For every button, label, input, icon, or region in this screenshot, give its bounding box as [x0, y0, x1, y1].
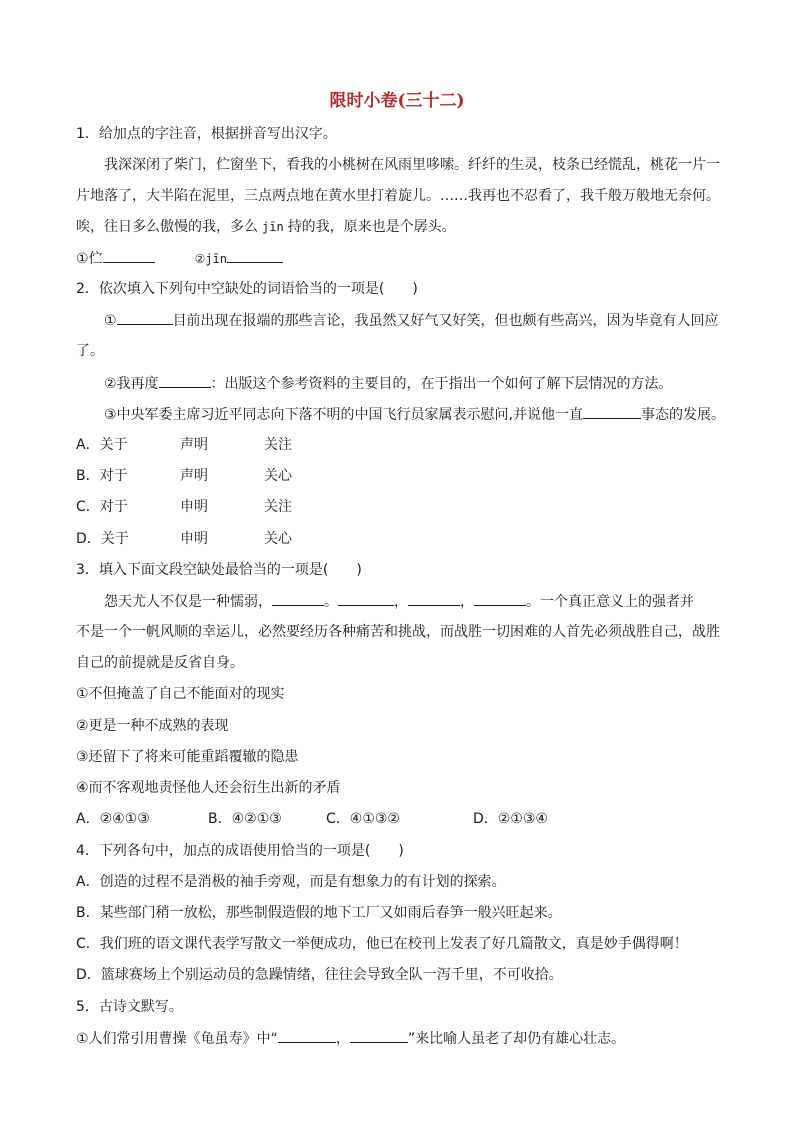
- q2-s2-text-b: ：出版这个参考资料的主要目的，在于指出一个如何了解下层情况的方法。: [210, 376, 673, 392]
- q2-stem: 2．依次填入下列句中空缺处的词语恰当的一项是( ): [76, 281, 418, 297]
- q1-answer-2-blank[interactable]: [227, 248, 283, 263]
- q1-passage-line-3: [76, 217, 456, 237]
- q2-blank-3[interactable]: [583, 404, 641, 419]
- q4-option-d[interactable]: D．篮球赛场上个别运动员的急躁情绪，往往会导致全队一泻千里，不可收拾。: [76, 967, 563, 983]
- q3-blank-1[interactable]: [272, 591, 324, 606]
- q1-answer-1-label: ①伫: [76, 251, 103, 267]
- q1-passage-line-1: 我深深闭了柴门，伫窗坐下，看我的小桃树在风雨里哆嗦。纤纤的生灵，枝条已经慌乱，桃花一片一: [104, 157, 720, 173]
- q3-passage-line-2: 不是一个一帆风顺的幸运儿，必然要经历各种痛苦和挑战，而战胜一切困难的人首先必须战胜自己，战胜: [76, 624, 720, 640]
- q5-s1-text-a: ①人们常引用曹操《龟虽寿》中“: [76, 1031, 278, 1047]
- q4-option-b[interactable]: B．某些部门稍一放松，那些制假造假的地下工厂又如雨后春笋一般兴旺起来。: [76, 905, 562, 921]
- q2-option-c-word-3: 关注: [264, 499, 292, 515]
- q3-p1-punct-1: 。: [324, 594, 338, 610]
- q5-blank-2[interactable]: [350, 1028, 408, 1043]
- q2-s2-text-a: ②我再度: [104, 376, 159, 392]
- q3-passage-line-3: 自己的前提就是反省自身。: [76, 655, 244, 671]
- q2-option-d-word-3: 关心: [264, 531, 292, 547]
- q3-p1-punct-3: ，: [460, 594, 474, 610]
- q3-item-1: ①不但掩盖了自己不能面对的现实: [76, 686, 285, 702]
- q2-s1-marker: ①: [104, 313, 117, 329]
- q2-option-d-word-1: D．关于: [76, 531, 129, 547]
- q3-option-a[interactable]: A．②④①③: [76, 811, 150, 827]
- page-title: 限时小卷(三十二): [329, 91, 465, 111]
- q2-option-a-word-2: 声明: [180, 437, 208, 453]
- q2-s3-text-b: 事态的发展。: [641, 407, 725, 423]
- q2-blank-1[interactable]: [117, 310, 173, 325]
- q1-stem: 1．给加点的字注音，根据拼音写出汉字。: [76, 126, 337, 142]
- q5-s1-punct: ，: [335, 1031, 350, 1047]
- q2-option-a-word-1: A．关于: [76, 437, 128, 453]
- q3-p1-text: 怨天尤人不仅是一种懦弱，: [104, 594, 272, 610]
- q3-blank-4[interactable]: [474, 591, 526, 606]
- q2-option-c-word-2: 申明: [180, 499, 208, 515]
- q4-option-c[interactable]: C．我们班的语文课代表学写散文一举便成功，他已在校刊上发表了好几篇散文，真是妙手偶得啊！: [76, 936, 688, 952]
- q3-p1-punct-2: ，: [394, 594, 408, 610]
- q3-item-4: ④而不客观地责怪他人还会衍生出新的矛盾: [76, 780, 341, 796]
- q1-passage-text-b: 持的我，原来也是个孱头。: [287, 219, 456, 235]
- q2-sentence-3: [104, 404, 725, 425]
- q2-sentence-1: [104, 310, 719, 331]
- q3-passage-line-1: [104, 591, 694, 612]
- q2-option-d-word-2: 申明: [180, 531, 208, 547]
- q1-pinyin: jīn: [262, 220, 284, 234]
- q3-item-3: ③还留下了将来可能重蹈覆辙的隐患: [76, 749, 299, 765]
- q2-option-c-word-1: C．对于: [76, 499, 128, 515]
- q3-p1-text-end: 。一个真正意义上的强者并: [526, 594, 694, 610]
- q2-sentence-2: [104, 373, 673, 394]
- q3-option-d[interactable]: D．②①③④: [473, 811, 548, 827]
- q2-s1-text: 目前出现在报端的那些言论，我虽然又好气又好笑，但也颇有些高兴，因为毕竟有人回应: [172, 313, 719, 329]
- q1-answer-1-blank[interactable]: [103, 248, 155, 263]
- q3-blank-3[interactable]: [408, 591, 460, 606]
- q2-s3-text-a: ③中央军委主席习近平同志向下落不明的中国飞行员家属表示慰问,并说他一直: [104, 407, 583, 423]
- q3-option-b[interactable]: B．④②①③: [208, 811, 282, 827]
- q2-sentence-1-cont: 了。: [76, 343, 104, 359]
- q5-blank-1[interactable]: [278, 1028, 336, 1043]
- q3-blank-2[interactable]: [338, 591, 394, 606]
- q1-answers: [76, 248, 283, 269]
- q5-stem: 5．古诗文默写。: [76, 999, 183, 1015]
- q5-s1-text-b: ”来比喻人虽老了却仍有雄心壮志。: [407, 1031, 626, 1047]
- q5-sentence-1: [76, 1028, 625, 1049]
- q3-option-c[interactable]: C．④①③②: [326, 811, 400, 827]
- q1-passage-line-2: 片地落了，大半陷在泥里，三点两点地在黄水里打着旋儿。……我再也不忍看了，我千般万般地无奈何。: [76, 188, 720, 204]
- q3-item-2: ②更是一种不成熟的表现: [76, 718, 229, 734]
- q4-option-a[interactable]: A．创造的过程不是消极的袖手旁观，而是有想象力的有计划的探索。: [76, 874, 506, 890]
- q2-option-b-word-1: B．对于: [76, 468, 128, 484]
- q4-stem: 4．下列各句中，加点的成语使用恰当的一项是( ): [76, 843, 404, 859]
- q3-stem: 3．填入下面文段空缺处最恰当的一项是( ): [76, 562, 362, 578]
- q2-option-b-word-2: 声明: [180, 468, 208, 484]
- q1-passage-text-a: 唉，往日多么傲慢的我，多么: [76, 219, 258, 235]
- q2-blank-2[interactable]: [159, 373, 211, 388]
- q1-answer-2-label: ②jīn: [194, 252, 227, 266]
- q2-option-b-word-3: 关心: [264, 468, 292, 484]
- q2-option-a-word-3: 关注: [264, 437, 292, 453]
